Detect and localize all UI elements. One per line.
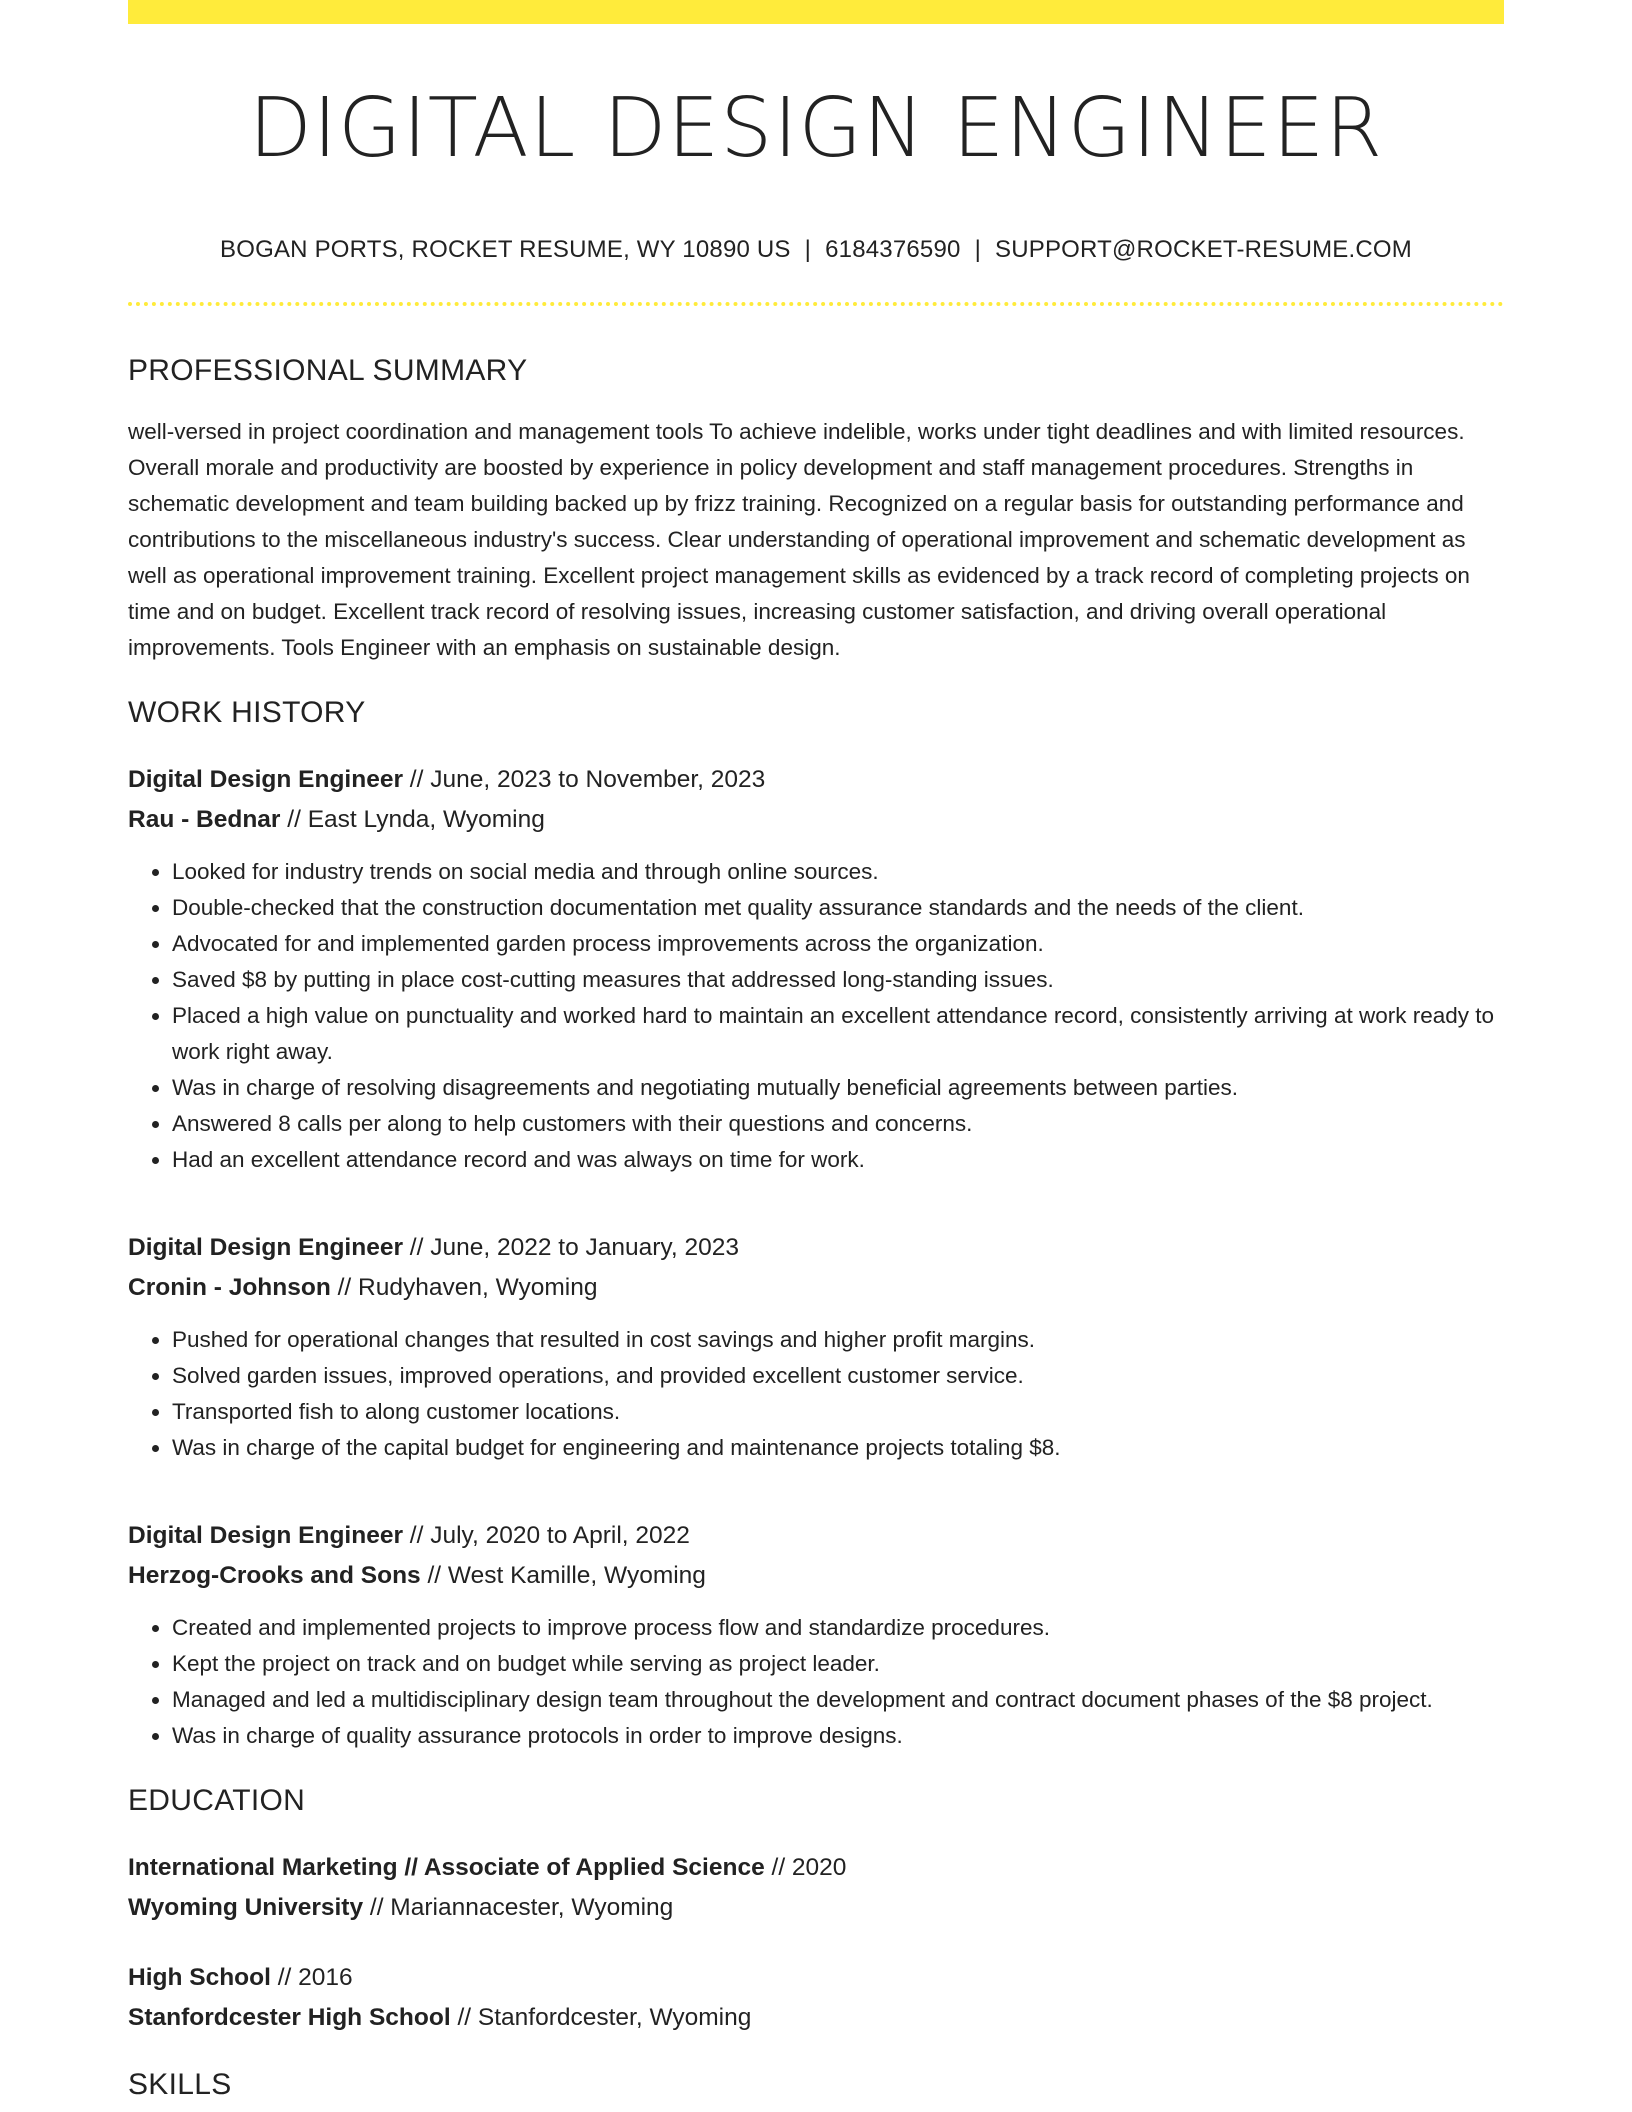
education-degree: High School	[128, 1964, 271, 1992]
education-degree-line	[128, 1848, 1504, 1888]
job-bullet-list	[128, 854, 1504, 1178]
job-bullet: • Managed and led a multidisciplinary design team throughout the development and contract document phases of the $8 project.	[172, 1682, 1504, 1718]
job-bullet: • Saved $8 by putting in place cost-cutting measures that addressed long-standing issues.	[172, 962, 1504, 998]
job-bullet: • Kept the project on track and on budget while serving as project leader.	[172, 1646, 1504, 1682]
summary-text: well-versed in project coordination and management tools To achieve indelible, works under tight deadlines and with limited resources. Overall morale and productivity are boosted by experience in policy development and staff management procedures. Strengths in schematic development and team building backed up by frizz training. Recognized on a regular basis for outstanding performance and contributions to the miscellaneous industry's success. Clear understanding of operational improvement and schematic development as well as operational improvement training. Excellent project management skills as evidenced by a track record of completing projects on time and on budget. Excellent track record of resolving issues, increasing customer satisfaction, and driving overall operational improvements. Tools Engineer with an emphasis on sustainable design.	[128, 419, 1470, 661]
education-degree-line	[128, 1958, 1504, 1998]
job-bullet: • Advocated for and implemented garden process improvements across the organization.	[172, 926, 1504, 962]
job-dates: // July, 2020 to April, 2022	[403, 1522, 690, 1550]
education-entry	[128, 1848, 1504, 1928]
resume-name-title: DIGITAL DESIGN ENGINEER	[248, 81, 1384, 176]
job-role: Digital Design Engineer	[128, 1234, 403, 1262]
job-entry	[128, 1228, 1504, 1466]
job-location: // West Kamille, Wyoming	[420, 1562, 706, 1590]
accent-top-bar	[128, 0, 1504, 24]
job-company: Cronin - Johnson	[128, 1274, 331, 1302]
job-role: Digital Design Engineer	[128, 766, 403, 794]
resume-page	[128, 0, 1504, 2102]
contact-separator: |	[804, 236, 812, 264]
job-entry	[128, 760, 1504, 1178]
education-school: Stanfordcester High School	[128, 2004, 451, 2032]
job-location: // Rudyhaven, Wyoming	[330, 1274, 598, 1302]
job-bullet: • Was in charge of resolving disagreements and negotiating mutually beneficial agreements between parties.	[172, 1070, 1504, 1106]
job-company-line	[128, 1268, 1504, 1308]
contact-address: BOGAN PORTS, ROCKET RESUME, WY 10890 US	[220, 236, 791, 264]
section-title-education: EDUCATION	[128, 1784, 306, 1818]
job-company: Herzog-Crooks and Sons	[128, 1562, 421, 1590]
job-bullet: • Solved garden issues, improved operations, and provided excellent customer service.	[172, 1358, 1504, 1394]
contact-separator: |	[974, 236, 982, 264]
education-location: // Stanfordcester, Wyoming	[450, 2004, 752, 2032]
job-role-line	[128, 1228, 1504, 1268]
job-company-line	[128, 800, 1504, 840]
job-bullet-list	[128, 1610, 1504, 1754]
section-title-skills: SKILLS	[128, 2068, 232, 2102]
section-title-summary: PROFESSIONAL SUMMARY	[128, 354, 528, 388]
job-bullet: • Transported fish to along customer locations.	[172, 1394, 1504, 1430]
job-bullet: • Placed a high value on punctuality and worked hard to maintain an excellent attendance record, consistently arriving at work ready to work right away.	[172, 998, 1504, 1070]
job-bullet: • Was in charge of quality assurance protocols in order to improve designs.	[172, 1718, 1504, 1754]
job-bullet: • Was in charge of the capital budget for engineering and maintenance projects totaling $8.	[172, 1430, 1504, 1466]
job-bullet: • Pushed for operational changes that resulted in cost savings and higher profit margins.	[172, 1322, 1504, 1358]
job-bullet: • Created and implemented projects to improve process flow and standardize procedures.	[172, 1610, 1504, 1646]
education-school-line	[128, 1888, 1504, 1928]
contact-line	[128, 236, 1504, 264]
education-school: Wyoming University	[128, 1894, 364, 1922]
education-school-line	[128, 1998, 1504, 2038]
job-bullet: • Double-checked that the construction documentation met quality assurance standards and the needs of the client.	[172, 890, 1504, 926]
job-location: // East Lynda, Wyoming	[280, 806, 545, 834]
job-entry	[128, 1516, 1504, 1754]
job-role-line	[128, 1516, 1504, 1556]
job-dates: // June, 2023 to November, 2023	[403, 766, 766, 794]
job-bullet: • Looked for industry trends on social media and through online sources.	[172, 854, 1504, 890]
education-year: // 2016	[270, 1964, 353, 1992]
education-entry	[128, 1958, 1504, 2038]
job-company: Rau - Bednar	[128, 806, 281, 834]
education-location: // Mariannacester, Wyoming	[363, 1894, 674, 1922]
section-title-work-history: WORK HISTORY	[128, 696, 366, 730]
job-dates: // June, 2022 to January, 2023	[403, 1234, 739, 1262]
job-company-line	[128, 1556, 1504, 1596]
dotted-divider	[128, 302, 1504, 306]
job-role: Digital Design Engineer	[128, 1522, 403, 1550]
job-role-line	[128, 760, 1504, 800]
contact-email: SUPPORT@ROCKET-RESUME.COM	[995, 236, 1412, 264]
contact-phone: 6184376590	[825, 236, 961, 264]
job-bullet: • Had an excellent attendance record and was always on time for work.	[172, 1142, 1504, 1178]
job-bullet-list	[128, 1322, 1504, 1466]
education-year: // 2020	[764, 1854, 847, 1882]
job-bullet: • Answered 8 calls per along to help customers with their questions and concerns.	[172, 1106, 1504, 1142]
education-degree: International Marketing // Associate of Applied Science	[128, 1854, 765, 1882]
